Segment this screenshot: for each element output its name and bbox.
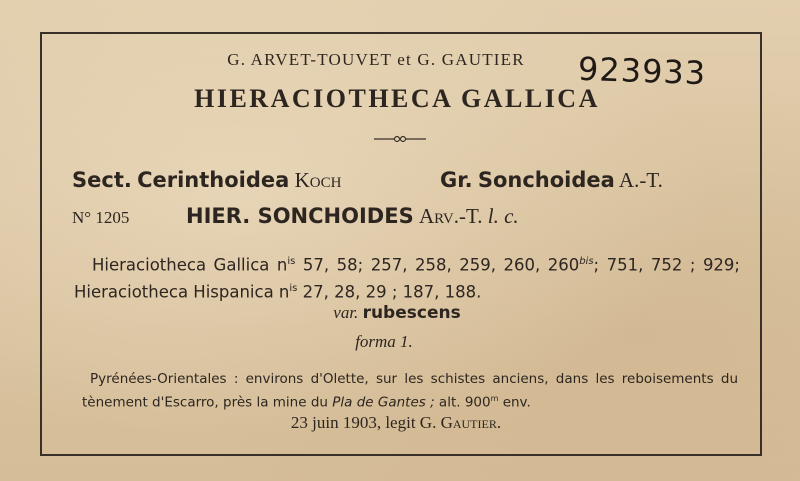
group-name: Sonchoidea [477, 168, 615, 192]
group-author: A.-T. [618, 168, 663, 192]
species-author: Arv.-T. [418, 204, 483, 228]
locality-text-2: alt. 900 [434, 394, 491, 411]
species-name: HIER. SONCHOIDES [186, 204, 414, 228]
references-paragraph [74, 250, 740, 303]
collection-date-line [0, 413, 796, 433]
forma-line: forma 1. [355, 332, 413, 351]
specimen-number: N° 1205 [72, 208, 130, 227]
species-line [186, 204, 519, 229]
section-prefix: Sect. [72, 168, 132, 192]
locality-place: Pla de Gantes ; [332, 394, 435, 411]
section-line [72, 168, 341, 193]
variety-name: rubescens [362, 303, 461, 323]
refs-text-2: 57, 58; 257, 258, 259, 260, 260 [295, 255, 580, 275]
collector-name: Gautier. [440, 413, 502, 432]
refs-text-3: ; 751, 752 ; 929; Hieraciotheca Hispanica n [74, 255, 740, 301]
variety-prefix: var. [333, 303, 359, 322]
variety-line [0, 303, 797, 323]
locality-paragraph [82, 370, 738, 413]
refs-text-4: 27, 28, 29 ; 187, 188. [297, 282, 482, 301]
collection-date: 23 juin 1903, legit G. [290, 413, 437, 432]
handwritten-catalog-number: 923933 [577, 49, 707, 93]
group-line [440, 168, 663, 193]
authors-line: G. ARVET-TOUVET et G. GAUTIER [227, 50, 525, 69]
species-reference: l. c. [487, 204, 519, 228]
section-author: Koch [294, 168, 342, 192]
refs-sup-3: is [289, 282, 298, 294]
refs-sup-1: is [287, 256, 296, 267]
group-prefix: Gr. [440, 168, 473, 192]
section-name: Cerinthoidea [137, 168, 290, 192]
refs-text-1: Hieraciotheca Gallica n [92, 255, 288, 275]
ornament-divider-icon [372, 133, 428, 145]
locality-text-1: Pyrénées-Orientales : environs d'Olette, sur les schistes anciens, dans les reboisements du tènement d'Escarro, près la mine du [82, 371, 738, 411]
collection-title: HIERACIOTHECA GALLICA [194, 84, 600, 113]
locality-sup: m [490, 394, 499, 403]
locality-text-3: env. [498, 394, 531, 411]
refs-sup-2: bis [579, 256, 594, 267]
